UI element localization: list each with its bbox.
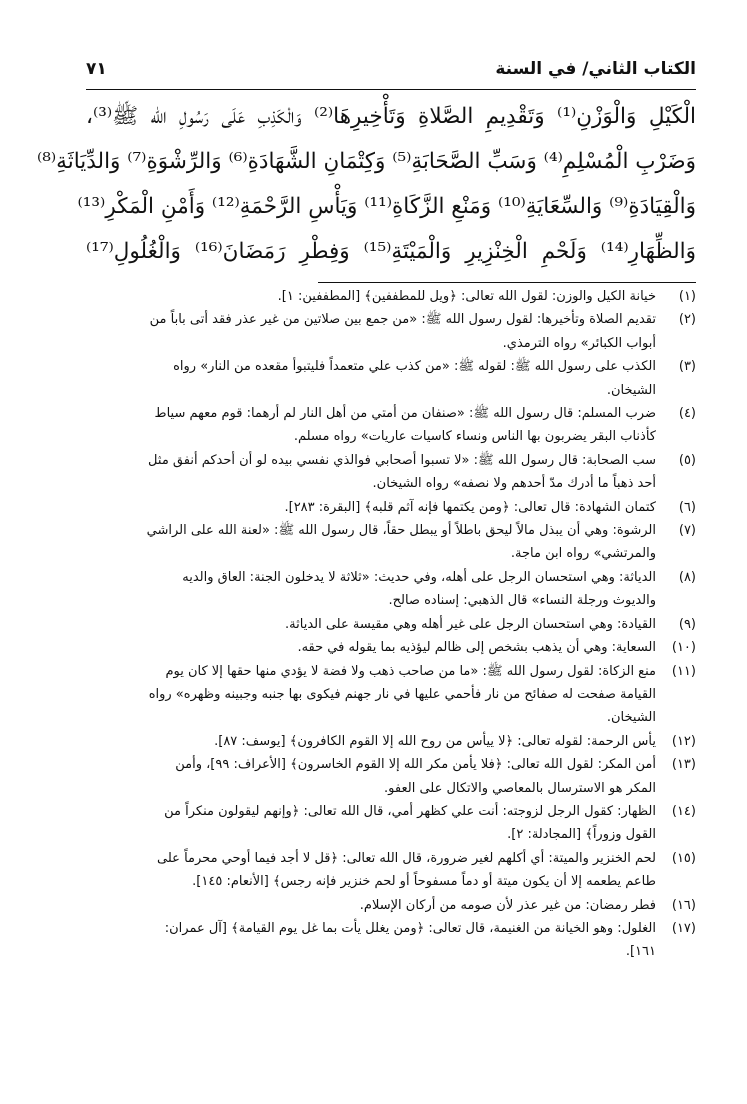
page-header [86,52,696,86]
footnote-line: القيادة: وهي استحسان الرجل على غير أهله وهي مقيسة على الدياثة. [285,616,656,632]
footnote-line: أحد ذهباً ما أدرك مدّ أحدهم ولا نصفه» رواه الشيخان. [372,476,656,492]
footnote-8 [82,566,696,613]
footnote-line: طاعم يطعمه إلا أن يكون ميتة أو دماً مسفوحاً أو لحم خنزير فإنه رجس﴾ [الأنعام: ١٤٥]. [192,874,656,890]
footnote-line: الدياثة: وهي استحسان الرجل على أهله، وفي حديث: «ثلاثة لا يدخلون الجنة: العاق والديه [182,569,656,585]
footnote-text [82,402,656,449]
footnote-number: (١٣) [671,757,696,773]
footnote-line: خيانة الكيل والوزن: لقول الله تعالى: ﴿ويل للمطففين﴾ [المطففين: ١]. [277,289,656,304]
footnotes [82,285,696,964]
footnote-line: فطر رمضان: من غير عذر لأن صومه من أركان الإسلام. [359,897,656,913]
footnote-text [82,660,656,730]
footnote-3 [82,355,696,402]
footnote-line: الظهار: كقول الرجل لزوجته: أنت علي كظهر أمي، قال الله تعالى: ﴿وإنهم ليقولون منكراً من [164,803,656,819]
footnote-text [82,355,656,402]
footnote-1 [82,285,696,308]
footnote-line: الشيخان. [606,710,656,726]
footnote-text [82,449,656,496]
footnote-line: سب الصحابة: قال رسول الله ﷺ: «لا تسبوا أصحابي فوالذي نفسي بيده لو أن أحدكم أنفق مثل [148,452,656,468]
footnote-number: (١) [678,289,696,304]
footnote-line: كأذناب البقر يضربون بها الناس ونساء كاسيات عاريات» رواه مسلم. [293,429,656,445]
footnote-number: (٦) [678,499,696,515]
footnote-number: (٣) [678,359,696,375]
footnote-line: ١٦١]. [625,944,656,960]
footnote-text [82,800,656,847]
footnote-line: ضرب المسلم: قال رسول الله ﷺ: «صنفان من أمتي من أهل النار لم أرهما: قوم معهم سياط [154,406,656,422]
footnote-number: (١٦) [671,897,696,913]
header-divider [86,89,696,90]
footnote-line: القول وزوراً﴾ [المجادلة: ٢]. [507,827,656,843]
footnote-text [82,894,656,917]
footnote-line: يأس الرحمة: لقوله تعالى: ﴿لا ييأس من روح الله إلا القوم الكافرون﴾ [يوسف: ٨٧]. [214,733,656,749]
footnote-line: أمن المكر: لقول الله تعالى: ﴿فلا يأمن مكر الله إلا القوم الخاسرون﴾ [الأعراف: ٩٩]، وأمن [175,757,656,773]
footnote-number: (١٠) [671,640,696,656]
footnote-line: السعاية: وهي أن يذهب بشخص إلى ظالم ليؤذيه بما يقوله في حقه. [297,640,656,656]
footnote-14 [82,800,696,847]
footnote-7 [82,519,696,566]
footnote-number: (٥) [678,452,696,468]
main-text [37,94,697,274]
footnote-10 [82,636,696,659]
footnote-number: (١٢) [671,733,696,749]
footnote-text [82,308,656,355]
footnote-6 [82,496,696,519]
footnote-number: (١٥) [671,850,696,866]
footnote-text [82,566,656,613]
footnote-line: منع الزكاة: لقول رسول الله ﷺ: «ما من صاحب ذهب ولا فضة لا يؤدي منها حقها إلا كان يوم [165,663,656,679]
footnote-9 [82,613,696,636]
footnote-number: (٧) [678,523,696,539]
main-text-line: وَالْقِيَادَةِ⁽⁹⁾ وَالسِّعَايَةِ⁽¹⁰⁾ وَمَنْعِ الزَّكَاةِ⁽¹¹⁾ وَيَأْسِ الرَّحْمَةِ⁽¹²⁾ وَأَمْنِ الْمَكْرِ⁽¹³⁾ [77,194,696,219]
page-number: ٧١ [86,59,107,79]
footnote-15 [82,847,696,894]
footnote-line: الشيخان. [606,382,656,398]
footnote-12 [82,730,696,753]
footnote-text [82,753,656,800]
footnote-4 [82,402,696,449]
footnote-text [82,636,656,659]
footnote-text [82,613,656,636]
footnote-2 [82,308,696,355]
footnote-text [82,496,656,519]
footnote-line: الغلول: وهو الخيانة من الغنيمة، قال تعالى: ﴿ومن يغلل يأت بما غل يوم القيامة﴾ [آل عمران: [164,920,656,936]
main-text-line: الْكَيْلِ وَالْوَزْنِ⁽¹⁾ وَتَقْدِيمِ الصَّلاةِ وَتَأْخِيرِهَا⁽²⁾ وَالْكَذِبِ عَلَى رَسُولِ الله ﷺ⁽³⁾، [86,104,697,129]
footnote-11 [82,660,696,730]
footnote-text [82,847,656,894]
footnote-line: المكر هو الاسترسال بالمعاصي والاتكال على العفو. [384,780,656,796]
footnote-number: (٤) [678,406,696,422]
footnote-line: لحم الخنزير والميتة: أي أكلهم لغير ضرورة، قال الله تعالى: ﴿قل لا أجد فيما أوحي محرماً على [157,850,656,866]
running-title: الكتاب الثاني/ في السنة [495,59,696,79]
footnote-5 [82,449,696,496]
footnote-13 [82,753,696,800]
footnote-line: والمرتشي» رواه ابن ماجة. [510,546,656,562]
footnote-line: تقديم الصلاة وتأخيرها: لقول رسول الله ﷺ: «من جمع بين صلاتين من غير عذر فقد أتى باباً من [149,312,656,328]
footnote-text [82,519,656,566]
footnote-line: أبواب الكبائر» رواه الترمذي. [502,335,656,351]
footnote-number: (١٧) [671,920,696,936]
footnote-16 [82,894,696,917]
footnote-text [82,285,656,308]
footnote-17 [82,917,696,964]
footnote-line: الكذب على رسول الله ﷺ: لقوله ﷺ: «من كذب علي متعمداً فليتبوأ مقعده من النار» رواه [173,359,656,375]
footnote-number: (٢) [678,312,696,328]
main-text-line: وَالظِّهَارِ⁽¹⁴⁾ وَلَحْمِ الْخِنْزِيرِ وَالْمَيْتَةِ⁽¹⁵⁾ وَفِطْرِ رَمَضَانَ⁽¹⁶⁾ وَالْغُلُولِ⁽¹⁷⁾ [86,239,696,264]
footnote-number: (١١) [671,663,696,679]
footnote-line: القيامة صفحت له صفائح من نار فأحمي عليها في نار جهنم فيكوى بها جنبه وجبينه وظهره» رواه [148,686,656,702]
footnote-text [82,730,656,753]
footnote-line: كتمان الشهادة: قال تعالى: ﴿ومن يكتمها فإنه آثم قلبه﴾ [البقرة: ٢٨٣]. [284,499,656,515]
footnote-line: الرشوة: وهي أن يبذل مالاً ليحق باطلاً أو يبطل حقاً، قال رسول الله ﷺ: «لعنة الله على الراشي [146,523,656,539]
footnote-text [82,917,656,964]
footnote-line: والديوث ورجلة النساء» قال الذهبي: إسناده صالح. [388,593,656,609]
footnote-divider [318,282,696,283]
footnote-number: (٨) [678,569,696,585]
footnote-number: (١٤) [671,803,696,819]
main-text-line: وَضَرْبِ الْمُسْلِمِ⁽⁴⁾ وَسَبِّ الصَّحَابَةِ⁽⁵⁾ وَكِتْمَانِ الشَّهَادَةِ⁽⁶⁾ وَالرِّشْوَةِ⁽⁷⁾ وَالدِّيَاثَةِ⁽⁸⁾ [37,149,696,174]
footnote-number: (٩) [678,616,696,632]
